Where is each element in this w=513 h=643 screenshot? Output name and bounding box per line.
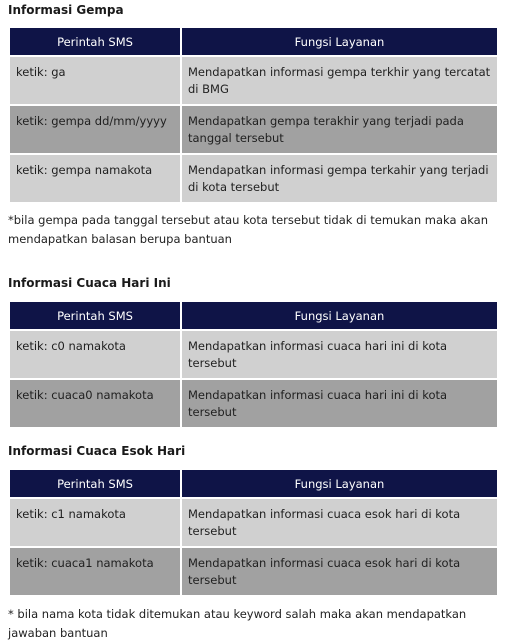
section-title-cuaca-hari-ini: Informasi Cuaca Hari Ini [8, 276, 171, 290]
command-cell: ketik: gempa namakota [10, 155, 180, 202]
column-header-command: Perintah SMS [10, 470, 180, 497]
column-header-command: Perintah SMS [10, 302, 180, 329]
function-cell: Mendapatkan informasi cuaca hari ini di kota tersebut [182, 331, 497, 378]
column-header-command: Perintah SMS [10, 28, 180, 55]
command-cell: ketik: c1 namakota [10, 499, 180, 546]
function-cell: Mendapatkan gempa terakhir yang terjadi pada tanggal tersebut [182, 106, 497, 153]
table-row [10, 106, 497, 153]
gempa-note: *bila gempa pada tanggal tersebut atau kota tersebut tidak di temukan maka akan mendapatkan balasan berupa bantuan [8, 213, 489, 246]
section-title-cuaca-esok-hari: Informasi Cuaca Esok Hari [8, 444, 186, 458]
function-cell: Mendapatkan informasi cuaca esok hari di kota tersebut [182, 499, 497, 546]
cuaca-esok-hari-table [8, 468, 499, 597]
table-row [10, 331, 497, 378]
function-cell: Mendapatkan informasi gempa terkahir yang terjadi di kota tersebut [182, 155, 497, 202]
command-cell: ketik: cuaca0 namakota [10, 380, 180, 427]
table-row [10, 155, 497, 202]
command-cell: ketik: cuaca1 namakota [10, 548, 180, 595]
table-row [10, 380, 497, 427]
table-row [10, 57, 497, 104]
gempa-table [8, 26, 499, 204]
column-header-function: Fungsi Layanan [182, 302, 497, 329]
function-cell: Mendapatkan informasi cuaca esok hari di kota tersebut [182, 548, 497, 595]
table-row [10, 499, 497, 546]
command-cell: ketik: gempa dd/mm/yyyy [10, 106, 180, 153]
column-header-function: Fungsi Layanan [182, 28, 497, 55]
table-row [10, 548, 497, 595]
section-title-gempa: Informasi Gempa [8, 3, 124, 17]
command-cell: ketik: ga [10, 57, 180, 104]
cuaca-note: * bila nama kota tidak ditemukan atau keyword salah maka akan mendapatkan jawaban bantuan [8, 607, 467, 640]
cuaca-hari-ini-table [8, 300, 499, 429]
column-header-function: Fungsi Layanan [182, 470, 497, 497]
function-cell: Mendapatkan informasi gempa terkhir yang tercatat di BMG [182, 57, 497, 104]
function-cell: Mendapatkan informasi cuaca hari ini di kota tersebut [182, 380, 497, 427]
command-cell: ketik: c0 namakota [10, 331, 180, 378]
